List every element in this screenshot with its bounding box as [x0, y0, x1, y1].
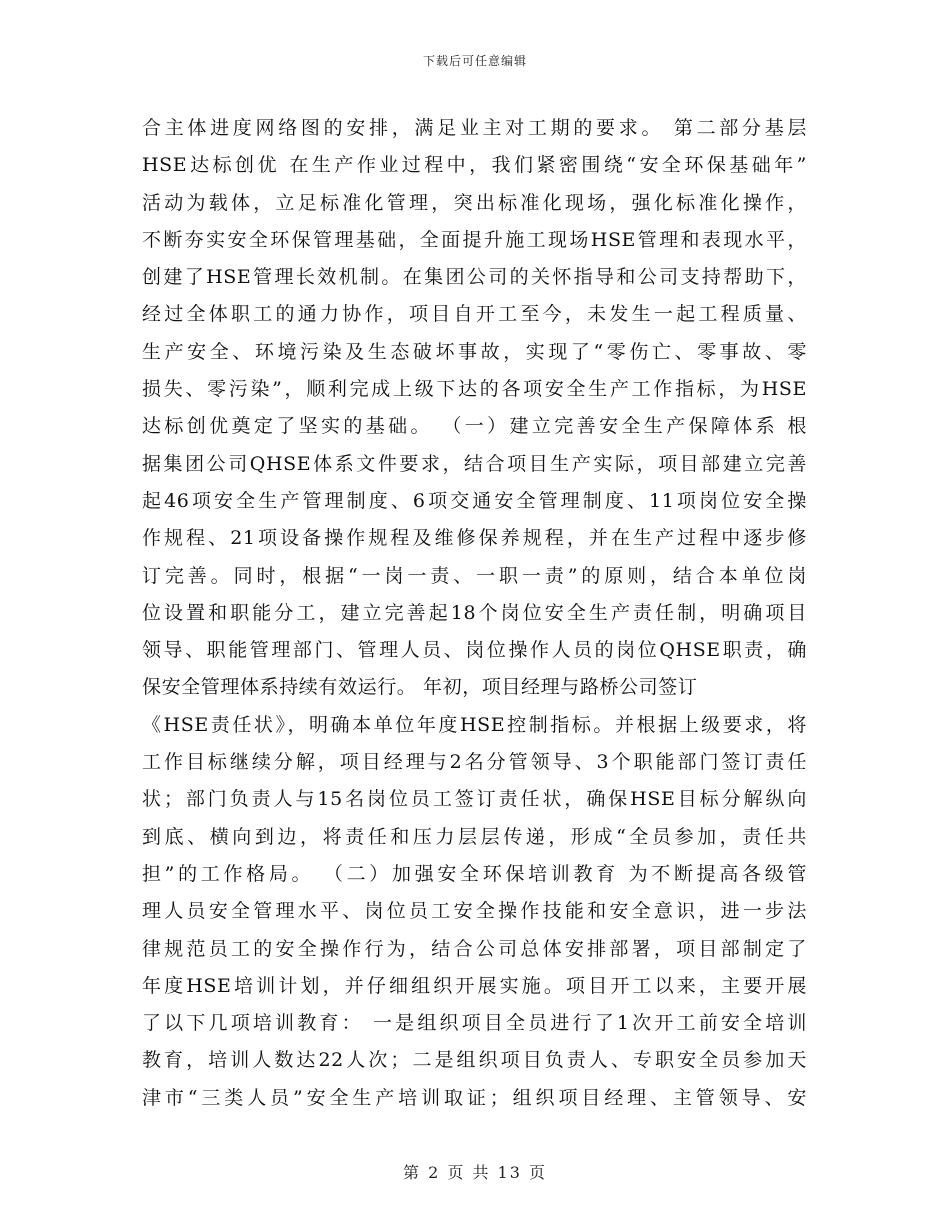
text-line: 位设置和职能分工，建立完善起18个岗位安全生产责任制，明确项目	[142, 601, 807, 624]
text-line: 了以下几项培训教育： 一是组织项目全员进行了1次开工前安全培训	[142, 1012, 807, 1035]
text-line: 活动为载体，立足标准化管理，突出标准化现场，强化标准化操作，	[142, 191, 807, 214]
text-line: 工作目标继续分解，项目经理与2名分管领导、3个职能部门签订责任	[142, 751, 807, 774]
text-line: 生产安全、环境污染及生态破坏事故，实现了“零伤亡、零事故、零	[142, 340, 807, 363]
text-line: 津市“三类人员”安全生产培训取证；组织项目经理、主管领导、安	[142, 1086, 807, 1109]
text-line: 订完善。同时，根据“一岗一责、一职一责”的原则，结合本单位岗	[142, 564, 807, 587]
text-line: 不断夯实安全环保管理基础，全面提升施工现场HSE管理和表现水平，	[142, 228, 807, 251]
text-line: 保安全管理体系持续有效运行。 年初，项目经理与路桥公司签订	[142, 676, 698, 699]
text-line: 教育，培训人数达22人次；二是组织项目负责人、专职安全员参加天	[142, 1049, 807, 1072]
text-line: 《HSE责任状》，明确本单位年度HSE控制指标。并根据上级要求，将	[142, 713, 807, 736]
text-line: 创建了HSE管理长效机制。在集团公司的关怀指导和公司支持帮助下，	[142, 266, 807, 289]
text-line: 达标创优奠定了坚实的基础。 （一）建立完善安全生产保障体系 根	[142, 415, 807, 438]
text-line: 经过全体职工的通力协作，项目自开工至今，未发生一起工程质量、	[142, 303, 807, 326]
text-line: 领导、职能管理部门、管理人员、岗位操作人员的岗位QHSE职责，确	[142, 639, 807, 662]
page-header-note: 下载后可任意编辑	[422, 54, 527, 68]
text-line: 起46项安全生产管理制度、6项交通安全管理制度、11项岗位安全操	[142, 489, 807, 512]
text-line: 据集团公司QHSE体系文件要求，结合项目生产实际，项目部建立完善	[142, 452, 807, 475]
text-line: 状；部门负责人与15名岗位员工签订责任状，确保HSE目标分解纵向	[142, 788, 807, 811]
document-body	[142, 110, 807, 1117]
page-number: 第 2 页 共 13 页	[403, 1163, 547, 1182]
text-line: 年度HSE培训计划，并仔细组织开展实施。项目开工以来，主要开展	[142, 974, 807, 997]
text-line: 作规程、21项设备操作规程及维修保养规程，并在生产过程中逐步修	[142, 527, 807, 550]
text-line: 律规范员工的安全操作行为，结合公司总体安排部署，项目部制定了	[142, 937, 807, 960]
text-line: HSE达标创优 在生产作业过程中，我们紧密围绕“安全环保基础年”	[142, 154, 807, 177]
text-line: 到底、横向到边，将责任和压力层层传递，形成“全员参加，责任共	[142, 825, 807, 848]
text-line: 担”的工作格局。 （二）加强安全环保培训教育 为不断提高各级管	[142, 862, 807, 885]
text-line: 合主体进度网络图的安排，满足业主对工期的要求。 第二部分基层	[142, 117, 807, 139]
text-line: 理人员安全管理水平、岗位员工安全操作技能和安全意识，进一步法	[142, 900, 807, 923]
text-line: 损失、零污染”，顺利完成上级下达的各项安全生产工作指标，为HSE	[142, 378, 807, 401]
